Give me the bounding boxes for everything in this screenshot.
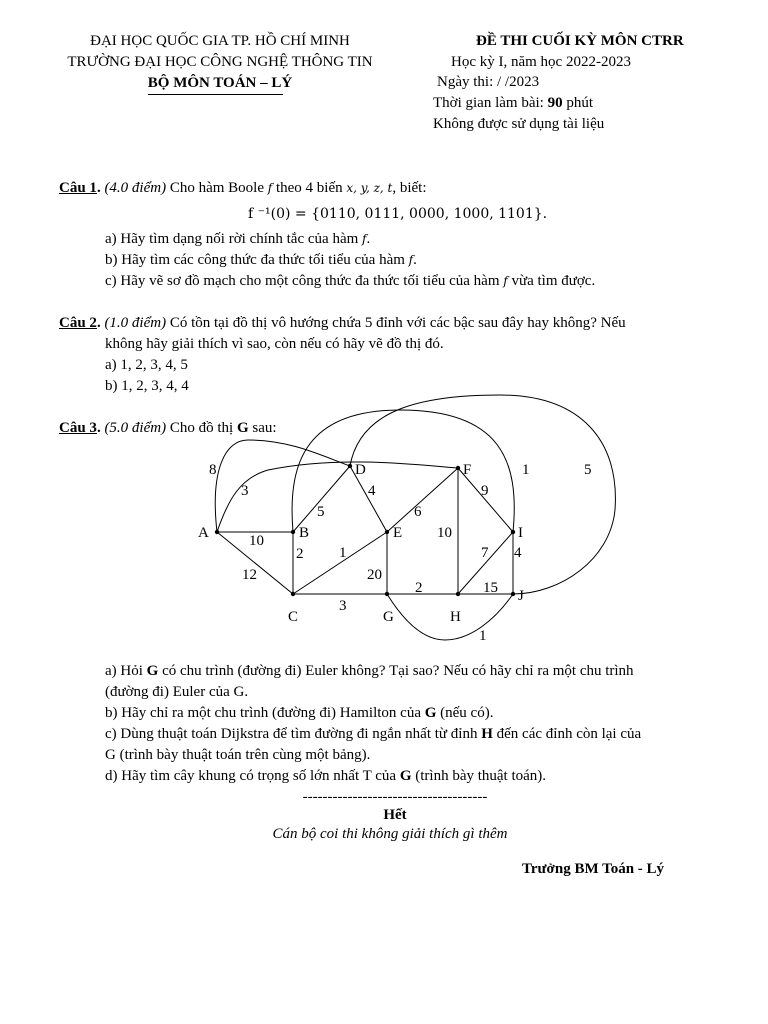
exam-date: [437, 74, 539, 91]
q3-g: G: [236, 420, 249, 436]
edge-e-f: [387, 468, 458, 532]
vertex-label-b: B: [299, 525, 310, 541]
q1-part-c-end: vừa tìm được.: [507, 273, 596, 289]
q3-points: (5.0 điểm): [104, 420, 167, 436]
q1-formula: f ⁻¹(0) = {0110, 0111, 0000, 1000, 1101}.: [248, 206, 548, 222]
q3-part-c-text: đến các đỉnh còn lại của: [492, 726, 642, 742]
q2-text-line2: không hãy giải thích vì sao, còn nếu có hãy vẽ đồ thị đó.: [105, 336, 444, 352]
q1-part-b-end: .: [413, 252, 417, 268]
header-university: ĐẠI HỌC QUỐC GIA TP. HỒ CHÍ MINH: [90, 33, 350, 49]
q1-intro-a: Cho hàm Boole: [166, 180, 268, 196]
q1-part-c-text: c) Hãy vẽ sơ đồ mạch cho một công thức đa thức tối tiểu của hàm: [105, 273, 504, 289]
weight-e-g: 20: [367, 567, 382, 583]
exam-duration-prefix: Thời gian làm bài:: [433, 95, 548, 111]
q1-part-c: [105, 273, 595, 290]
q3-part-a-g: G: [146, 663, 159, 679]
q1-f: f: [267, 181, 273, 195]
vertex-b-dot: [291, 530, 295, 534]
weight-a-b: 10: [249, 533, 264, 549]
edge-b-i: [292, 410, 514, 532]
edge-h-i: [458, 532, 513, 594]
weight-f-h: 10: [437, 525, 452, 541]
edge-f-i: [458, 468, 513, 532]
weight-c-g: 3: [339, 598, 347, 614]
q3-part-d: [105, 768, 546, 785]
q1-part-b: [105, 252, 417, 269]
weight-a-c: 12: [242, 567, 257, 583]
edge-d-e: [350, 466, 387, 532]
exam-date-label: Ngày thi:: [437, 74, 494, 90]
edge-a-d: [215, 440, 350, 532]
vertex-c-dot: [291, 592, 295, 596]
edge-d-j: [350, 395, 615, 594]
exam-term: Học kỳ I, năm học 2022-2023: [451, 54, 631, 70]
vertex-label-g: G: [383, 609, 394, 625]
vertex-j-dot: [511, 592, 515, 596]
weight-h-i: 7: [481, 545, 489, 561]
q3-part-c-line2: G (trình bày thuật toán trên cùng một bảng).: [105, 747, 371, 763]
edge-a-f: [217, 462, 458, 532]
header-underline: [148, 94, 283, 95]
header-school: TRƯỜNG ĐẠI HỌC CÔNG NGHỆ THÔNG TIN: [67, 54, 373, 70]
edge-b-d: [293, 466, 350, 532]
exam-title: ĐỀ THI CUỐI KỲ MÔN CTRR: [476, 33, 684, 49]
q2-header: Câu 2. (1.0 điểm) Có tồn tại đồ thị vô hướng chứa 5 đỉnh với các bậc sau đây hay không? Nếu: [59, 315, 626, 331]
vertex-d-dot: [348, 464, 352, 468]
vertex-label-a: A: [198, 525, 209, 541]
q3-header: Câu 3. (5.0 điểm) Cho đồ thị G sau:: [59, 420, 277, 436]
q2-points: (1.0 điểm): [104, 315, 167, 331]
header-department: BỘ MÔN TOÁN – LÝ: [147, 75, 293, 91]
q3-part-a-pre: a) Hỏi: [105, 663, 147, 679]
q2-part-a: a) 1, 2, 3, 4, 5: [105, 357, 188, 373]
q3-part-b-pre: b) Hãy chỉ ra một chu trình (đường đi) Hamilton của: [105, 705, 425, 721]
vertex-a-dot: [215, 530, 219, 534]
q3-part-c-pre: c) Dùng thuật toán Dijkstra để tìm đường đi ngắn nhất từ đỉnh: [105, 726, 482, 742]
exam-duration: [433, 95, 593, 112]
q1-part-c-f: f: [503, 274, 508, 288]
weight-h-j: 15: [483, 580, 498, 596]
weight-i-j: 4: [514, 545, 522, 561]
q1-intro-c: , biết:: [392, 180, 427, 196]
exam-note: Không được sử dụng tài liệu: [433, 116, 605, 132]
q3-part-d-g: G: [399, 768, 412, 784]
q3-part-c-line1: [105, 726, 641, 743]
vertex-label-d: D: [355, 462, 366, 478]
vertex-label-e: E: [393, 525, 403, 541]
vertex-label-c: C: [288, 609, 299, 625]
edge-g-j: [387, 594, 513, 640]
footer-note: Cán bộ coi thi không giải thích gì thêm: [272, 826, 508, 842]
q3-part-d-end: (trình bày thuật toán).: [411, 768, 547, 784]
q1-part-a-text: a) Hãy tìm dạng nối rời chính tắc của hàm: [105, 231, 363, 247]
q3-part-c-h: H: [481, 726, 493, 742]
vertex-e-dot: [385, 530, 389, 534]
q3-intro-end: sau:: [248, 420, 277, 436]
footer-end: Hết: [383, 807, 407, 823]
weight-a-f: 3: [241, 483, 249, 499]
weight-a-d: 8: [209, 462, 217, 478]
weight-e-f: 6: [414, 504, 422, 520]
weight-d-e: 4: [368, 483, 376, 499]
edge-e-c: [293, 532, 387, 594]
vertex-h-dot: [456, 592, 460, 596]
exam-duration-value: 90: [547, 95, 563, 111]
q3-intro: Cho đồ thị: [166, 420, 237, 436]
q1-part-a-end: .: [366, 231, 371, 247]
q2-part-b: b) 1, 2, 3, 4, 4: [105, 378, 189, 394]
q1-header: Câu 1. (4.0 điểm) Cho hàm Boole f theo 4 biến x, y, z, t, biết:: [59, 180, 427, 196]
q3-part-d-pre: d) Hãy tìm cây khung có trọng số lớn nhất T của: [105, 768, 400, 784]
weight-e-c: 1: [339, 545, 347, 561]
q3-part-b: [105, 705, 493, 722]
q1-vars: x, y, z, t: [346, 181, 393, 195]
q3-part-b-end: (nếu có).: [436, 705, 494, 721]
vertex-label-f: F: [463, 462, 472, 478]
q1-part-b-text: b) Hãy tìm các công thức đa thức tối tiểu của hàm: [105, 252, 409, 268]
q1-label: Câu 1: [59, 180, 97, 196]
exam-date-value: / /2023: [493, 74, 540, 90]
vertex-i-dot: [511, 530, 515, 534]
q2-label: Câu 2: [59, 315, 97, 331]
q3-part-a-line1: [105, 663, 634, 680]
weight-b-i: 1: [522, 462, 530, 478]
exam-duration-unit: phút: [562, 95, 593, 111]
edge-a-c: [217, 532, 293, 594]
vertex-g-dot: [385, 592, 389, 596]
weight-g-j: 1: [479, 628, 487, 644]
q2-text-line1: Có tồn tại đồ thị vô hướng chứa 5 đỉnh với các bậc sau đây hay không? Nếu: [166, 315, 626, 331]
q1-points: (4.0 điểm): [104, 180, 167, 196]
q3-part-a-line2: (đường đi) Euler của G.: [105, 684, 249, 700]
q3-label: Câu 3: [59, 420, 97, 436]
weight-d-j: 5: [584, 462, 592, 478]
vertex-label-j: J: [518, 588, 524, 604]
vertex-f-dot: [456, 466, 460, 470]
weight-b-d: 5: [317, 504, 325, 520]
q1-intro-b: theo 4 biến: [272, 180, 347, 196]
footer-signature: Trưởng BM Toán - Lý: [522, 861, 665, 877]
weight-f-i: 9: [481, 483, 489, 499]
q1-part-b-f: f: [408, 253, 414, 267]
vertex-label-h: H: [450, 609, 461, 625]
footer-dashes: -------------------------------------: [302, 789, 488, 805]
vertex-label-i: I: [518, 525, 523, 541]
q1-part-a-f: f: [362, 232, 367, 246]
q1-part-a: [105, 231, 370, 248]
q3-part-b-g: G: [424, 705, 437, 721]
weight-g-h: 2: [415, 580, 423, 596]
weight-b-c: 2: [296, 546, 304, 562]
q3-part-a-text: có chu trình (đường đi) Euler không? Tại sao? Nếu có hãy chỉ ra một chu trình: [158, 663, 634, 679]
